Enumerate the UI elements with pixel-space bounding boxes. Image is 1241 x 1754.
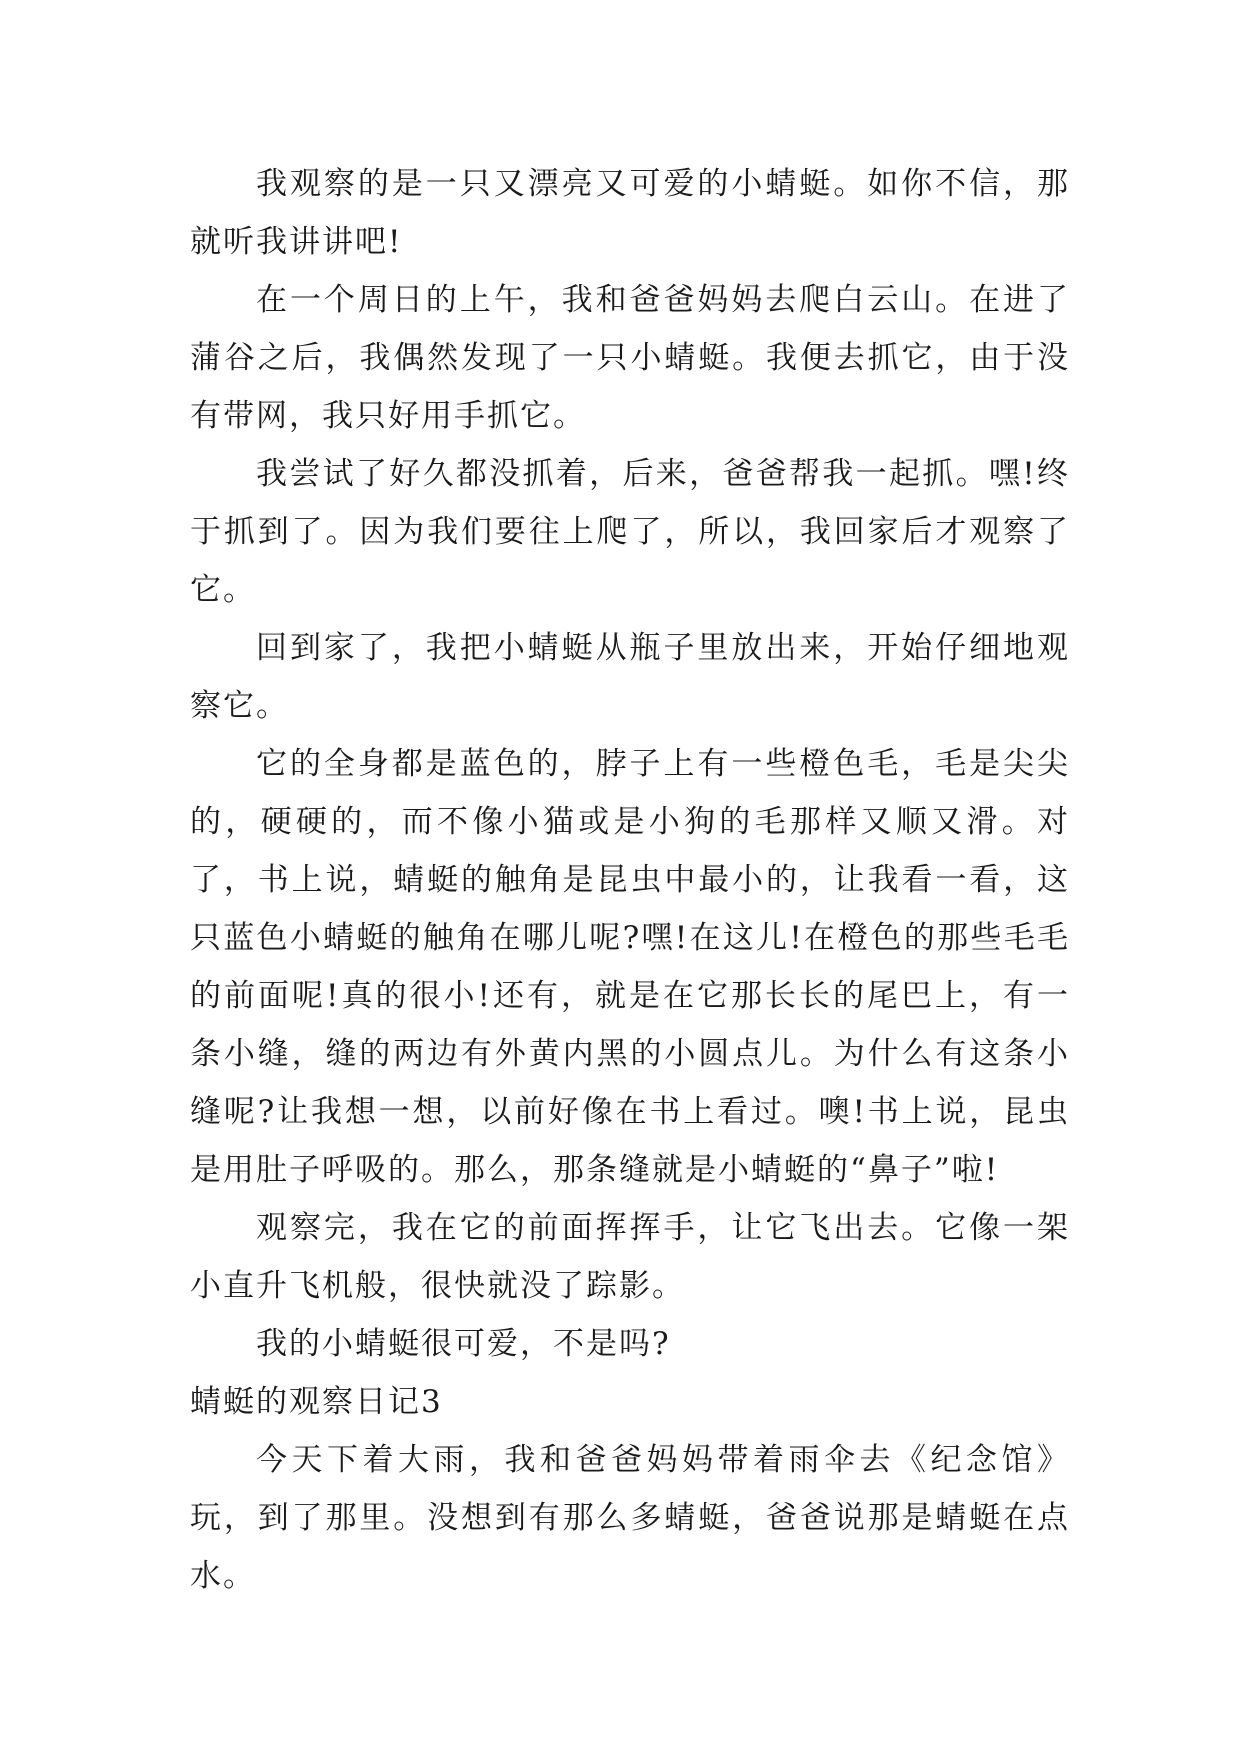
paragraph-intro: 我观察的是一只又漂亮又可爱的小蜻蜓。如你不信，那就听我讲讲吧!	[190, 166, 1070, 260]
paragraph-observation: 它的全身都是蓝色的，脖子上有一些橙色毛，毛是尖尖的，硬硬的，而不像小猫或是小狗的毛那样又顺又滑。对了，书上说，蜻蜓的触角是昆虫中最小的，让我看一看，这只蓝色小蜻蜓的触角在哪儿呢?嘿!在这儿!在橙色的那些毛毛的前面呢!真的很小!还有，就是在它那长长的尾巴上，有一条小缝，缝的两边有外黄内黑的小圆点儿。为什么有这条小缝呢?让我想一想，以前好像在书上看过。噢!书上说，昆虫是用肚子呼吸的。那么，那条缝就是小蜻蜓的“鼻子”啦!	[190, 746, 1070, 1188]
paragraph-release: 观察完，我在它的前面挥挥手，让它飞出去。它像一架小直升飞机般，很快就没了踪影。	[190, 1210, 1070, 1304]
section-title: 蜻蜓的观察日记3	[190, 1384, 443, 1420]
paragraph-rainy-day: 今天下着大雨，我和爸爸妈妈带着雨伞去《纪念馆》玩，到了那里。没想到有那么多蜻蜓，爸爸说那是蜻蜓在点水。	[190, 1442, 1070, 1594]
document-body	[190, 155, 1070, 1605]
paragraph-at-home: 回到家了，我把小蜻蜓从瓶子里放出来，开始仔细地观察它。	[190, 630, 1070, 724]
paragraph-conclusion: 我的小蜻蜓很可爱，不是吗?	[256, 1326, 671, 1362]
paragraph-sunday-trip: 在一个周日的上午，我和爸爸妈妈去爬白云山。在进了蒲谷之后，我偶然发现了一只小蜻蜓。我便去抓它，由于没有带网，我只好用手抓它。	[190, 282, 1070, 434]
paragraph-catching: 我尝试了好久都没抓着，后来，爸爸帮我一起抓。嘿!终于抓到了。因为我们要往上爬了，所以，我回家后才观察了它。	[190, 456, 1070, 608]
